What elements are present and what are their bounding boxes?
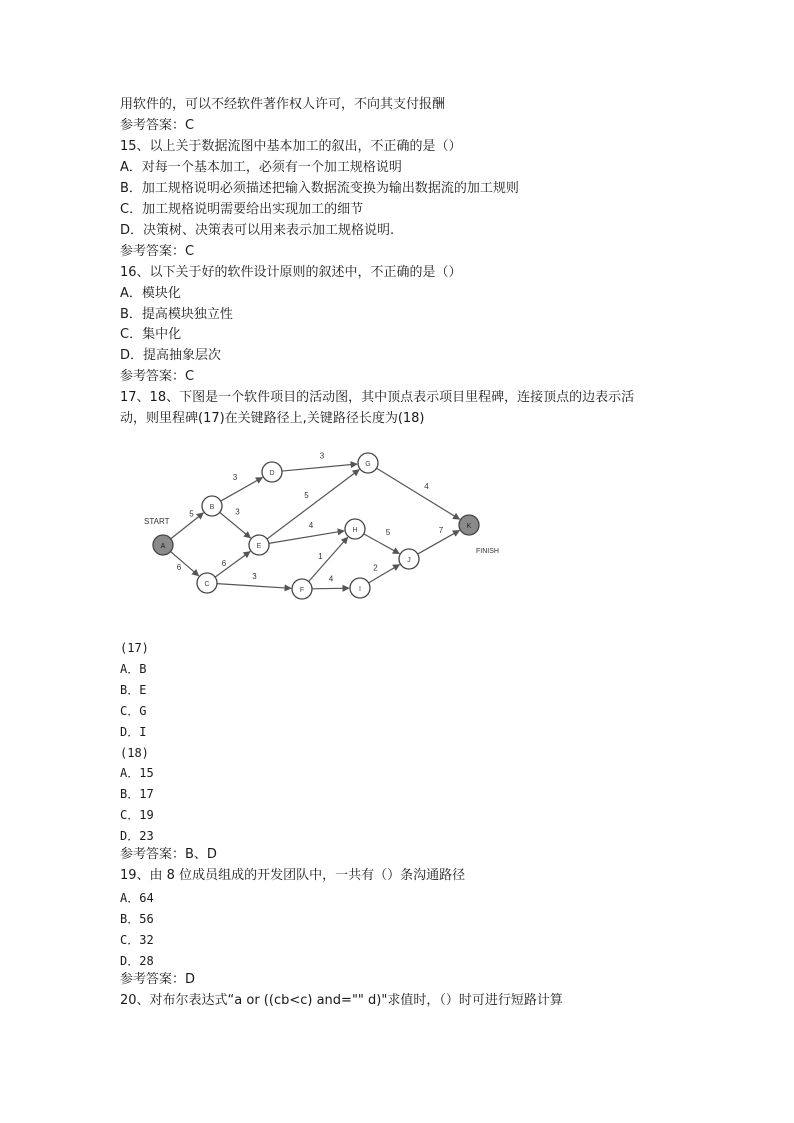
answer-line: 参考答案：C: [120, 244, 195, 259]
edge-weight-c-e: 6: [221, 559, 227, 568]
option-line: D．决策树、决策表可以用来表示加工规格说明.: [120, 223, 395, 238]
answer-line: 参考答案：C: [120, 118, 195, 133]
question-15: 15、以上关于数据流图中基本加工的叙出，不正确的是（）: [120, 139, 462, 154]
option-line: D．I: [120, 725, 147, 739]
edge-weight-e-g: 5: [304, 491, 309, 500]
edge-b-d: [221, 477, 263, 501]
edge-weight-f-i: 4: [328, 574, 334, 584]
finish-label: FINISH: [476, 548, 499, 555]
option-line: A．对每一个基本加工，必须有一个加工规格说明: [120, 160, 402, 175]
option-line: C．19: [120, 808, 154, 822]
option-line: D．23: [120, 829, 154, 843]
edge-h-j: [364, 534, 400, 554]
sub-question-17: (17): [120, 641, 149, 655]
edge-weight-a-b: 5: [189, 509, 194, 519]
activity-network-diagram: [130, 440, 510, 615]
edge-weight-b-d: 3: [232, 473, 238, 482]
edge-f-i: [312, 588, 349, 589]
node-label-i: I: [359, 585, 361, 593]
node-label-k: K: [466, 522, 472, 530]
question-19: 19、由 8 位成员组成的开发团队中，一共有（）条沟通路径: [120, 868, 466, 883]
node-label-d: D: [269, 469, 275, 477]
edge-weight-g-k: 4: [424, 482, 429, 491]
edge-g-k: [377, 468, 460, 519]
option-line: C．G: [120, 704, 147, 718]
edge-weight-d-g: 3: [319, 451, 325, 461]
edge-weight-a-c: 6: [176, 563, 182, 572]
option-line: A．15: [120, 766, 154, 780]
sub-question-18: (18): [120, 746, 149, 760]
answer-line: 参考答案：D: [120, 972, 196, 987]
option-line: C．32: [120, 933, 154, 947]
edge-a-c: [171, 552, 199, 576]
option-line: A．64: [120, 891, 154, 905]
question-16: 16、以下关于好的软件设计原则的叙述中，不正确的是（）: [120, 265, 462, 280]
node-label-f: F: [299, 586, 305, 594]
option-line: D．28: [120, 954, 154, 968]
option-line: B．提高模块独立性: [120, 307, 233, 322]
option-line: B．56: [120, 912, 154, 926]
edge-weight-b-e: 3: [235, 507, 240, 517]
option-line: C．加工规格说明需要给出实现加工的细节: [120, 202, 364, 217]
option-line: B．17: [120, 787, 154, 801]
option-line: D．提高抽象层次: [120, 348, 222, 363]
answer-line: 参考答案：B、D: [120, 847, 217, 862]
edge-weight-e-h: 4: [308, 521, 314, 530]
edge-weight-i-j: 2: [373, 563, 378, 573]
edge-c-f: [217, 584, 291, 589]
question-20: 20、对布尔表达式“a or ((cb<c) and="" d)"求值时，（）时可进行短路计算: [120, 993, 563, 1008]
start-label: START: [144, 517, 170, 526]
option-line: B．加工规格说明必须描述把输入数据流变换为输出数据流的加工规则: [120, 181, 519, 196]
option-line: C．集中化: [120, 327, 182, 342]
edge-e-h: [269, 531, 344, 544]
option-line: B．E: [120, 683, 147, 697]
node-label-b: B: [209, 503, 215, 511]
edge-weight-j-k: 7: [438, 526, 444, 535]
node-label-g: G: [365, 460, 371, 468]
edge-weight-f-h: 1: [318, 552, 323, 561]
edge-weight-h-j: 5: [385, 528, 391, 537]
node-label-j: J: [407, 556, 411, 564]
edge-a-b: [171, 513, 204, 539]
option-line: A．模块化: [120, 286, 181, 301]
answer-line: 参考答案：C: [120, 369, 195, 384]
edge-weight-c-f: 3: [252, 572, 257, 581]
option-line: A．B: [120, 662, 147, 676]
node-label-h: H: [352, 526, 358, 534]
question-17-18-cont: 动，则里程碑(17)在关键路径上,关键路径长度为(18): [120, 411, 425, 426]
node-label-e: E: [256, 542, 262, 550]
edge-c-e: [215, 551, 250, 577]
node-label-c: C: [204, 580, 210, 588]
node-label-a: A: [160, 542, 166, 550]
text-line-1: 用软件的，可以不经软件著作权人许可，不向其支付报酬: [120, 97, 446, 112]
edge-d-g: [282, 464, 357, 471]
question-17-18: 17、18、下图是一个软件项目的活动图，其中顶点表示项目里程碑，连接顶点的边表示活: [120, 390, 635, 405]
